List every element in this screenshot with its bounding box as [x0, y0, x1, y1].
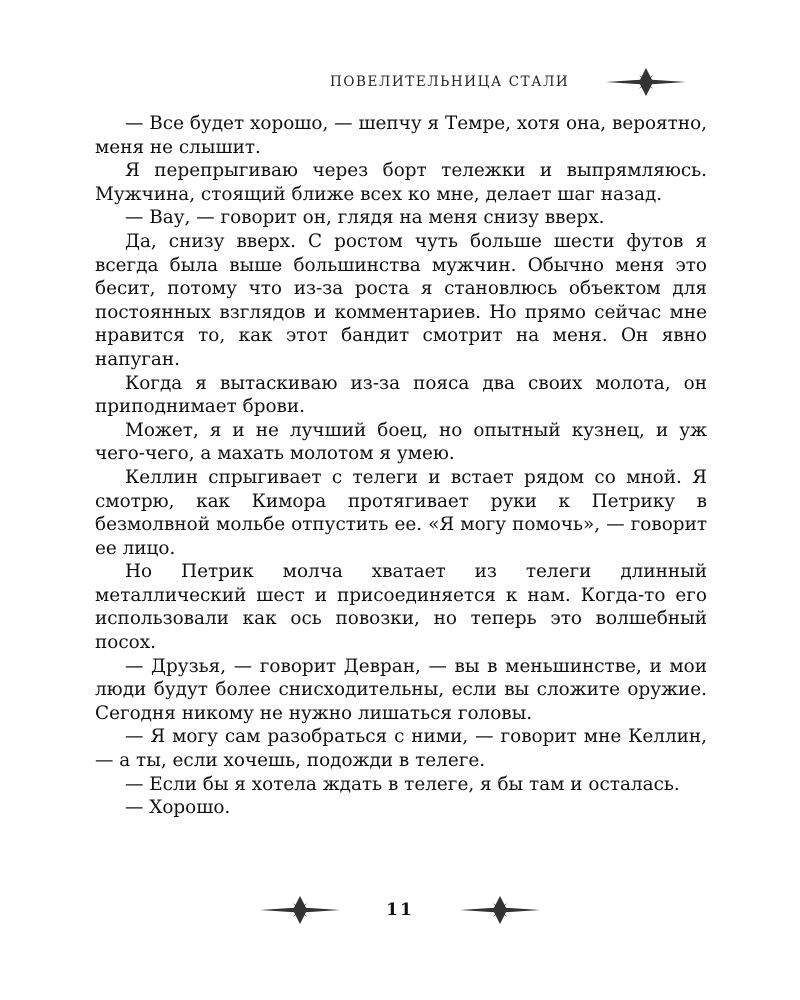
page-header [0, 62, 800, 102]
paragraph: — Все будет хорошо, — шепчу я Темре, хотя она, вероятно, меня не слышит. [95, 113, 707, 158]
paragraph: Но Петрик молча хватает из телеги длинный металлический шест и присоединяется к нам. Когда-то его использовали как ось повозки, но теперь это волшебный посох. [95, 561, 707, 654]
page-footer [0, 890, 800, 940]
paragraph: — Я могу сам разобраться с ними, — говорит мне Келлин, — а ты, если хочешь, подожди в телеге. [95, 726, 707, 772]
paragraph: — Если бы я хотела ждать в телеге, я бы там и осталась. [125, 773, 680, 795]
paragraph: — Вау, — говорит он, глядя на меня снизу вверх. [125, 207, 605, 229]
paragraph: Да, снизу вверх. С ростом чуть больше шести футов я всегда была выше большинства мужчин. Обычно меня это бесит, потому что из-за роста я становлюсь объектом для постоянных взглядов и комментариев. Но прямо сейчас мне нравится то, как этот бандит смотрит на меня. Он явно напуган. [95, 230, 707, 370]
body-text [95, 112, 707, 820]
paragraph: — Хорошо. [125, 797, 231, 819]
sparkle-star-ornament-icon [604, 66, 688, 98]
running-title: ПОВЕЛИТЕЛЬНИЦА СТАЛИ [330, 74, 570, 90]
sparkle-star-ornament-icon [258, 894, 342, 926]
paragraph: Может, я и не лучший боец, но опытный кузнец, и уж чего-чего, а махать молотом я умею. [95, 419, 707, 465]
paragraph: Когда я вытаскиваю из-за пояса два своих молота, он приподнимает брови. [95, 372, 707, 418]
page-number: 11 [386, 900, 414, 920]
paragraph: — Друзья, — говорит Девран, — вы в меньшинстве, и мои люди будут более снисходительны, если вы сложите оружие. Сегодня никому не нужно лишаться головы. [95, 655, 707, 724]
sparkle-star-ornament-icon [458, 894, 542, 926]
paragraph: Я перепрыгиваю через борт тележки и выпрямляюсь. Мужчина, стоящий ближе всех ко мне, делает шаг назад. [95, 160, 707, 205]
paragraph: Келлин спрыгивает с телеги и встает рядом со мной. Я смотрю, как Кимора протягивает руки к Петрику в безмолвной мольбе отпустить ее. «Я могу помочь», — говорит ее лицо. [95, 466, 707, 559]
